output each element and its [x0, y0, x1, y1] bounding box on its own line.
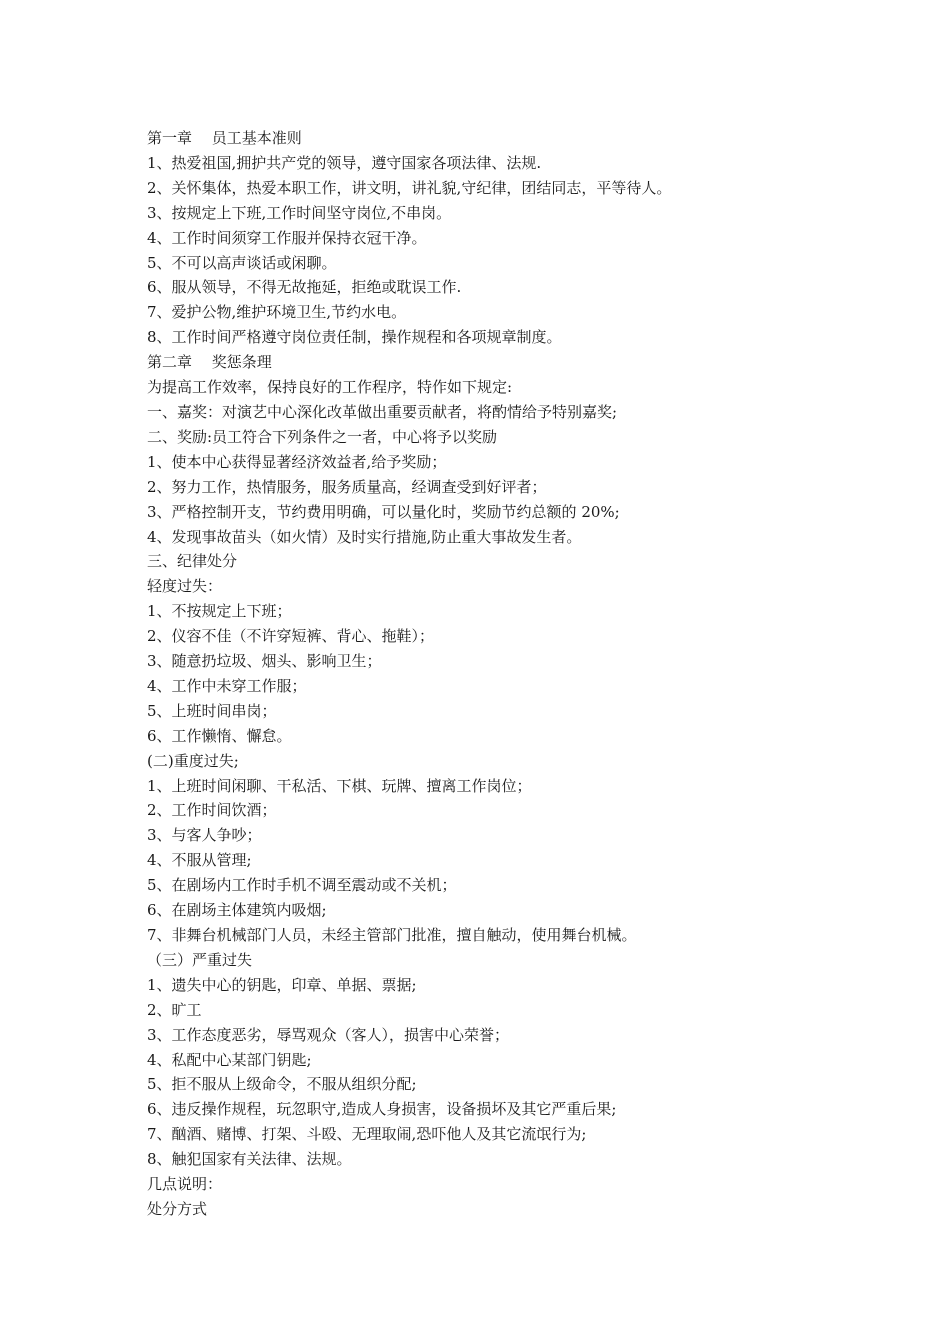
rule-item: 1、热爱祖国,拥护共产党的领导，遵守国家各项法律、法规. [147, 153, 542, 172]
minor-fault-item: 2、仪容不佳（不许穿短裤、背心、拖鞋）； [147, 627, 435, 646]
severe-fault-item: 3、工作态度恶劣，辱骂观众（客人），损害中心荣誉； [147, 1025, 510, 1044]
section-commendation: 一、嘉奖：对演艺中心深化改革做出重要贡献者，将酌情给予特别嘉奖; [147, 402, 618, 421]
minor-fault-item: 5、上班时间串岗； [147, 701, 277, 720]
reward-item: 3、严格控制开支，节约费用明确，可以量化时，奖励节约总额的 20%; [147, 502, 620, 521]
minor-fault-item: 6、工作懒惰、懈怠。 [147, 726, 292, 745]
major-fault-item: 2、工作时间饮酒； [147, 801, 277, 820]
severe-fault-item: 1、遗失中心的钥匙，印章、单据、票据; [147, 975, 417, 994]
rule-item: 5、不可以高声谈话或闲聊。 [147, 253, 337, 272]
penalty-method-heading: 处分方式 [147, 1199, 208, 1218]
rule-item: 4、工作时间须穿工作服并保持衣冠干净。 [147, 228, 427, 247]
subsection-minor-fault: 轻度过失： [147, 577, 223, 596]
major-fault-item: 5、在剧场内工作时手机不调至震动或不关机； [147, 876, 457, 895]
major-fault-item: 3、与客人争吵； [147, 826, 262, 845]
major-fault-item: 4、不服从管理; [147, 851, 252, 870]
major-fault-item: 7、非舞台机械部门人员，未经主管部门批准，擅自触动，使用舞台机械。 [147, 926, 637, 944]
minor-fault-item: 4、工作中未穿工作服； [147, 676, 307, 695]
section-reward: 二、奖励:员工符合下列条件之一者，中心将予以奖励 [147, 427, 498, 446]
severe-fault-item: 7、酗酒、赌博、打架、斗殴、无理取闹,恐吓他人及其它流氓行为; [147, 1125, 587, 1144]
intro-paragraph: 为提高工作效率，保持良好的工作程序，特作如下规定: [147, 378, 513, 397]
subsection-severe-fault: （三）严重过失 [147, 950, 253, 969]
rule-item: 3、按规定上下班,工作时间坚守岗位,不串岗。 [147, 203, 452, 222]
minor-fault-item: 1、不按规定上下班； [147, 602, 292, 621]
document-body [147, 126, 807, 1222]
major-fault-item: 1、上班时间闲聊、干私活、下棋、玩牌、擅离工作岗位； [147, 776, 532, 795]
notes-heading: 几点说明： [147, 1175, 223, 1194]
reward-item: 2、努力工作，热情服务，服务质量高，经调查受到好评者； [147, 477, 547, 496]
minor-fault-item: 3、随意扔垃圾、烟头、影响卫生； [147, 652, 382, 671]
severe-fault-item: 8、触犯国家有关法律、法规。 [147, 1150, 352, 1169]
rule-item: 2、关怀集体，热爱本职工作，讲文明，讲礼貌,守纪律，团结同志，平等待人。 [147, 178, 672, 197]
severe-fault-item: 5、拒不服从上级命令，不服从组织分配; [147, 1075, 417, 1094]
rule-item: 8、工作时间严格遵守岗位责任制，操作规程和各项规章制度。 [147, 328, 562, 347]
subsection-major-fault: (二)重度过失; [147, 751, 239, 770]
reward-item: 4、发现事故苗头（如火情）及时实行措施,防止重大事故发生者。 [147, 527, 582, 546]
rule-item: 7、爱护公物,维护环境卫生,节约水电。 [147, 303, 407, 322]
chapter-1-heading: 第一章 员工基本准则 [147, 129, 302, 147]
severe-fault-item: 6、违反操作规程，玩忽职守,造成人身损害，设备损坏及其它严重后果; [147, 1100, 617, 1119]
rule-item: 6、服从领导，不得无故拖延，拒绝或耽误工作. [147, 278, 462, 297]
chapter-2-heading: 第二章 奖惩条理 [147, 353, 272, 372]
section-discipline: 三、纪律处分 [147, 552, 238, 571]
severe-fault-item: 2、旷工 [147, 1000, 202, 1019]
major-fault-item: 6、在剧场主体建筑内吸烟; [147, 901, 327, 920]
severe-fault-item: 4、私配中心某部门钥匙; [147, 1050, 312, 1069]
reward-item: 1、使本中心获得显著经济效益者,给予奖励； [147, 452, 447, 471]
